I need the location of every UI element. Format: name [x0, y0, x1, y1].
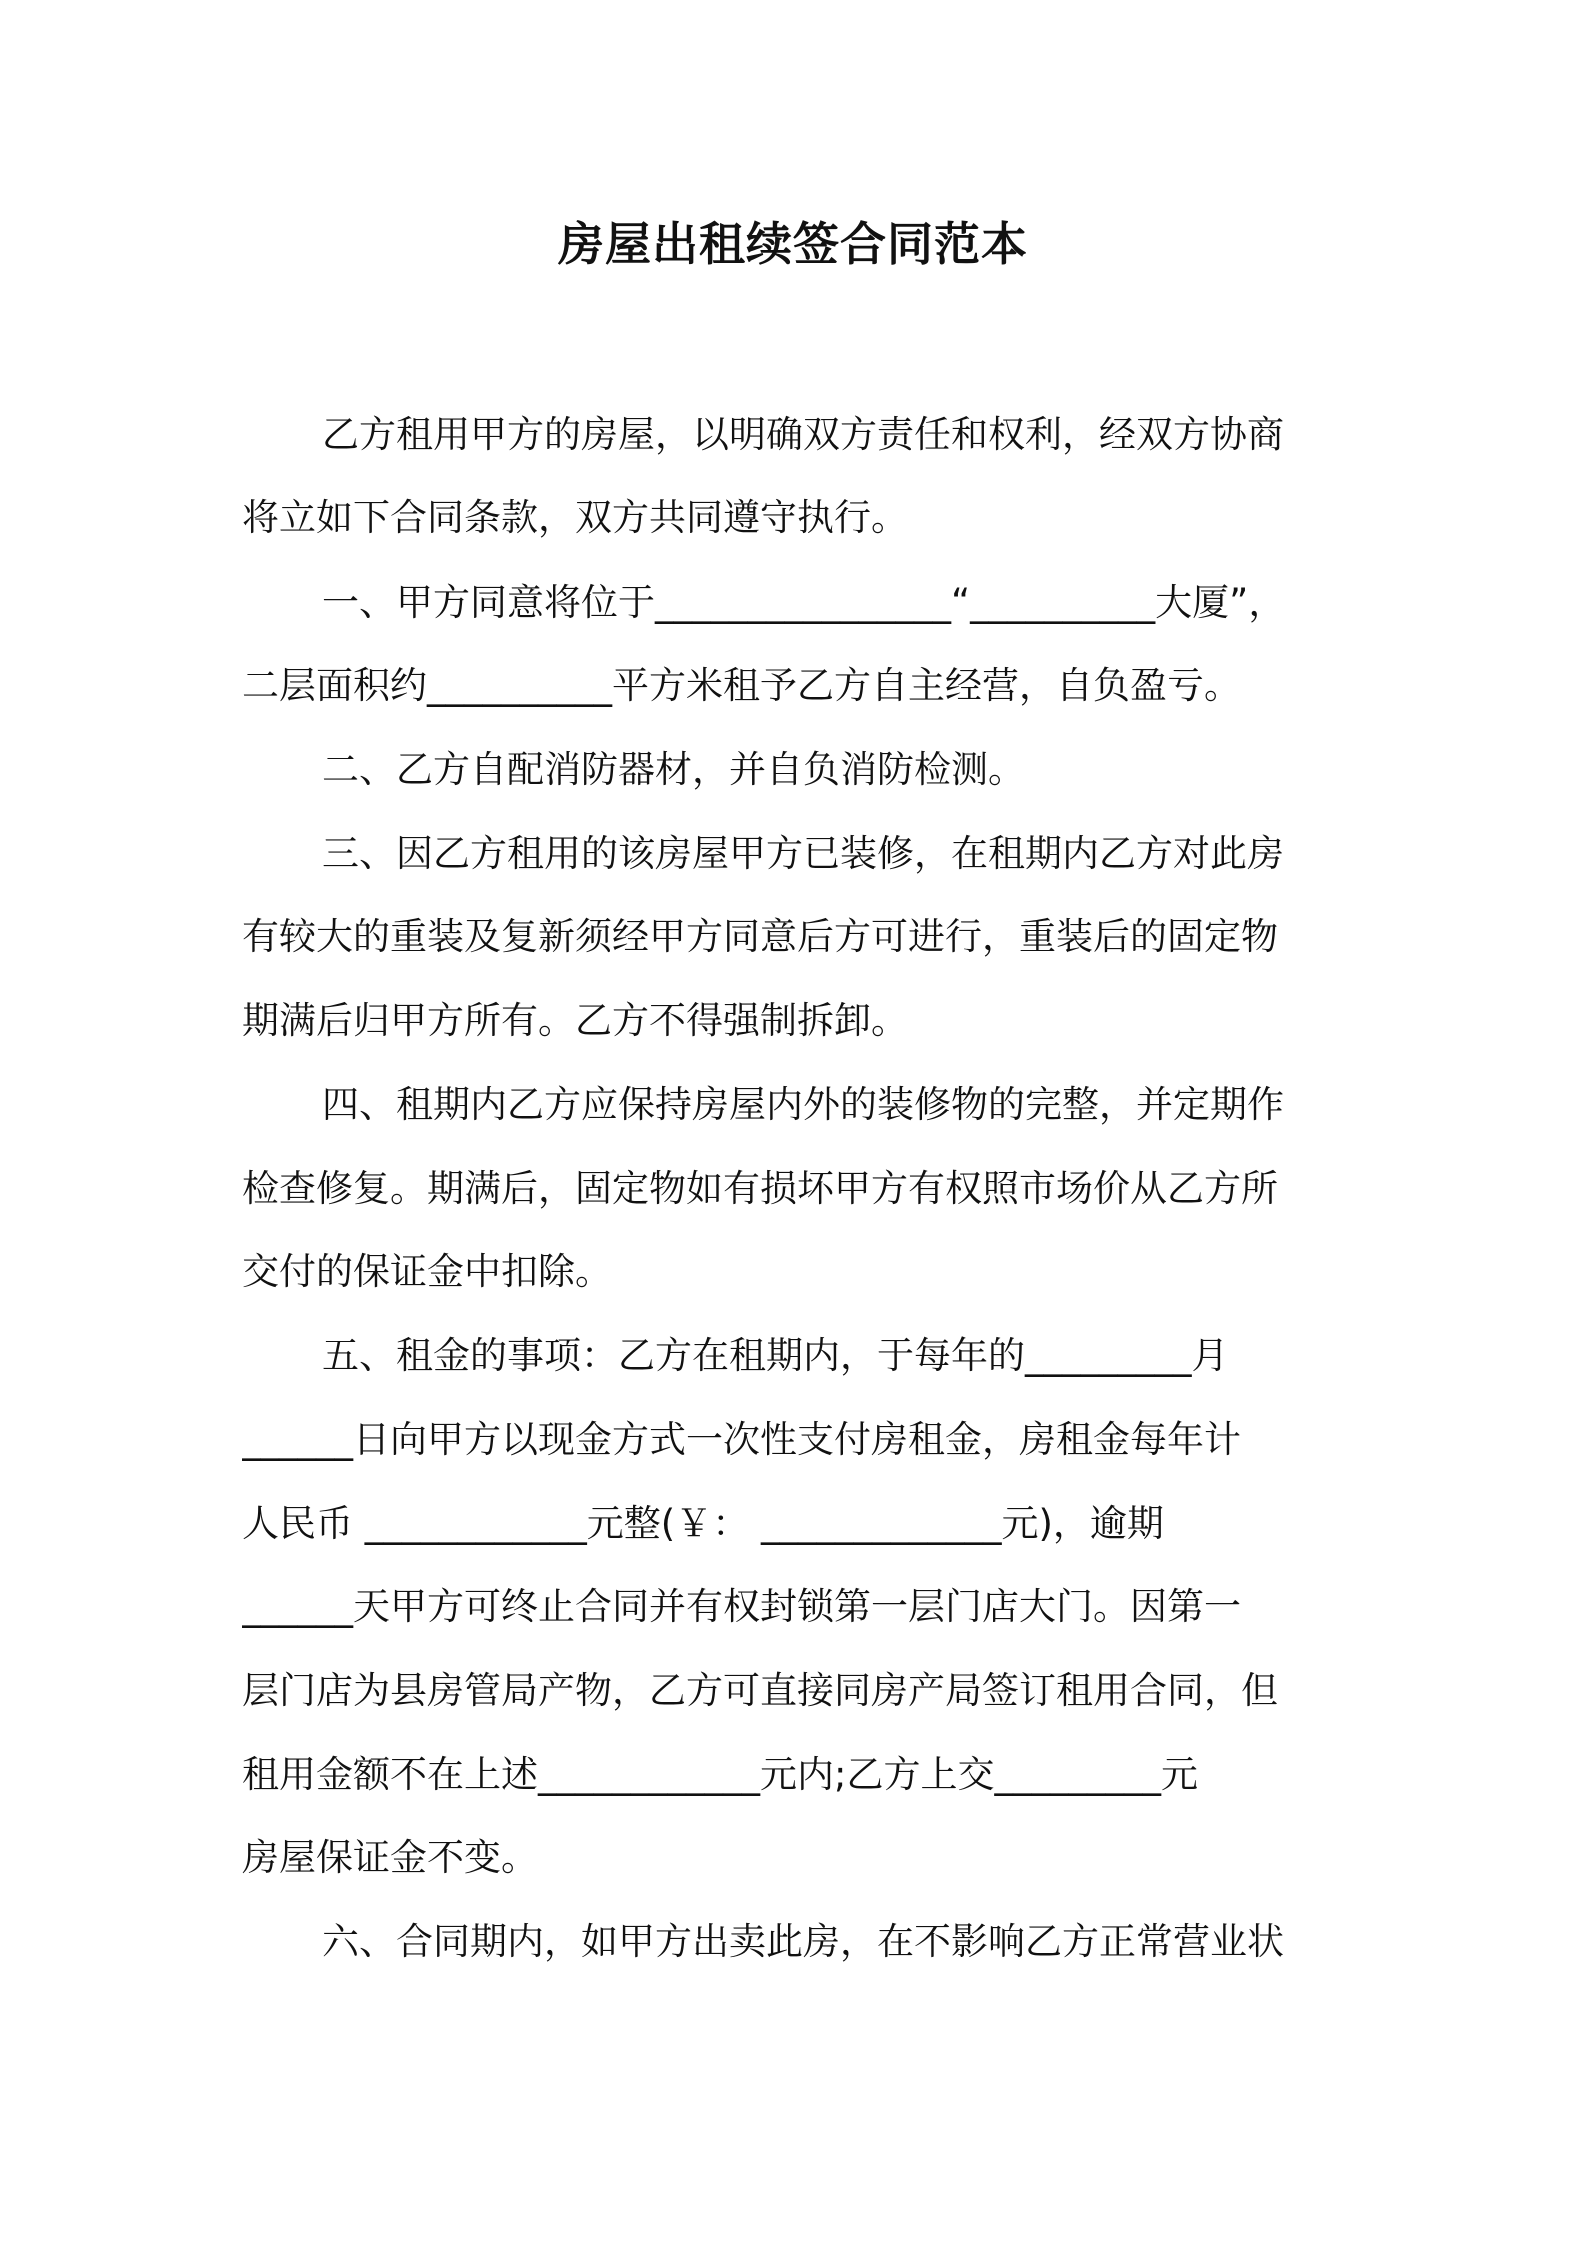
- clause-5-line-1: 五、租金的事项：乙方在租期内，于每年的_________月: [322, 1334, 1229, 1377]
- clause-5-line-2: ______日向甲方以现金方式一次性支付房租金，房租金每年计: [242, 1418, 1241, 1461]
- clause-1-line-1: 一、甲方同意将位于________________“__________大厦”，: [322, 581, 1286, 624]
- document-title: 房屋出租续签合同范本: [558, 217, 1028, 271]
- clause-1-line-2: 二层面积约__________平方米租予乙方自主经营，自负盈亏。: [242, 664, 1241, 707]
- clause-4-line-1: 四、租期内乙方应保持房屋内外的装修物的完整，并定期作: [322, 1083, 1284, 1126]
- clause-4-line-2: 检查修复。期满后，固定物如有损坏甲方有权照市场价从乙方所: [242, 1167, 1278, 1210]
- clause-3-line-3: 期满后归甲方所有。乙方不得强制拆卸。: [242, 999, 908, 1042]
- clause-4-line-3: 交付的保证金中扣除。: [242, 1250, 612, 1293]
- clause-5-line-7: 房屋保证金不变。: [242, 1836, 538, 1879]
- clause-6-line-1: 六、合同期内，如甲方出卖此房，在不影响乙方正常营业状: [322, 1920, 1284, 1963]
- clause-3-line-1: 三、因乙方租用的该房屋甲方已装修，在租期内乙方对此房: [322, 832, 1284, 875]
- paragraph-line-1: 乙方租用甲方的房屋，以明确双方责任和权利，经双方协商: [322, 413, 1284, 456]
- clause-3-line-2: 有较大的重装及复新须经甲方同意后方可进行，重装后的固定物: [242, 915, 1278, 958]
- clause-2-line-1: 二、乙方自配消防器材，并自负消防检测。: [322, 748, 1025, 791]
- paragraph-line-2: 将立如下合同条款，双方共同遵守执行。: [242, 496, 908, 539]
- clause-5-line-4: ______天甲方可终止合同并有权封锁第一层门店大门。因第一: [242, 1585, 1241, 1628]
- clause-5-line-3: 人民币 ____________元整(￥： _____________元)，逾期: [242, 1502, 1164, 1545]
- clause-5-line-5: 层门店为县房管局产物，乙方可直接同房产局签订租用合同，但: [242, 1669, 1278, 1712]
- clause-5-line-6: 租用金额不在上述____________元内;乙方上交_________元: [242, 1753, 1198, 1796]
